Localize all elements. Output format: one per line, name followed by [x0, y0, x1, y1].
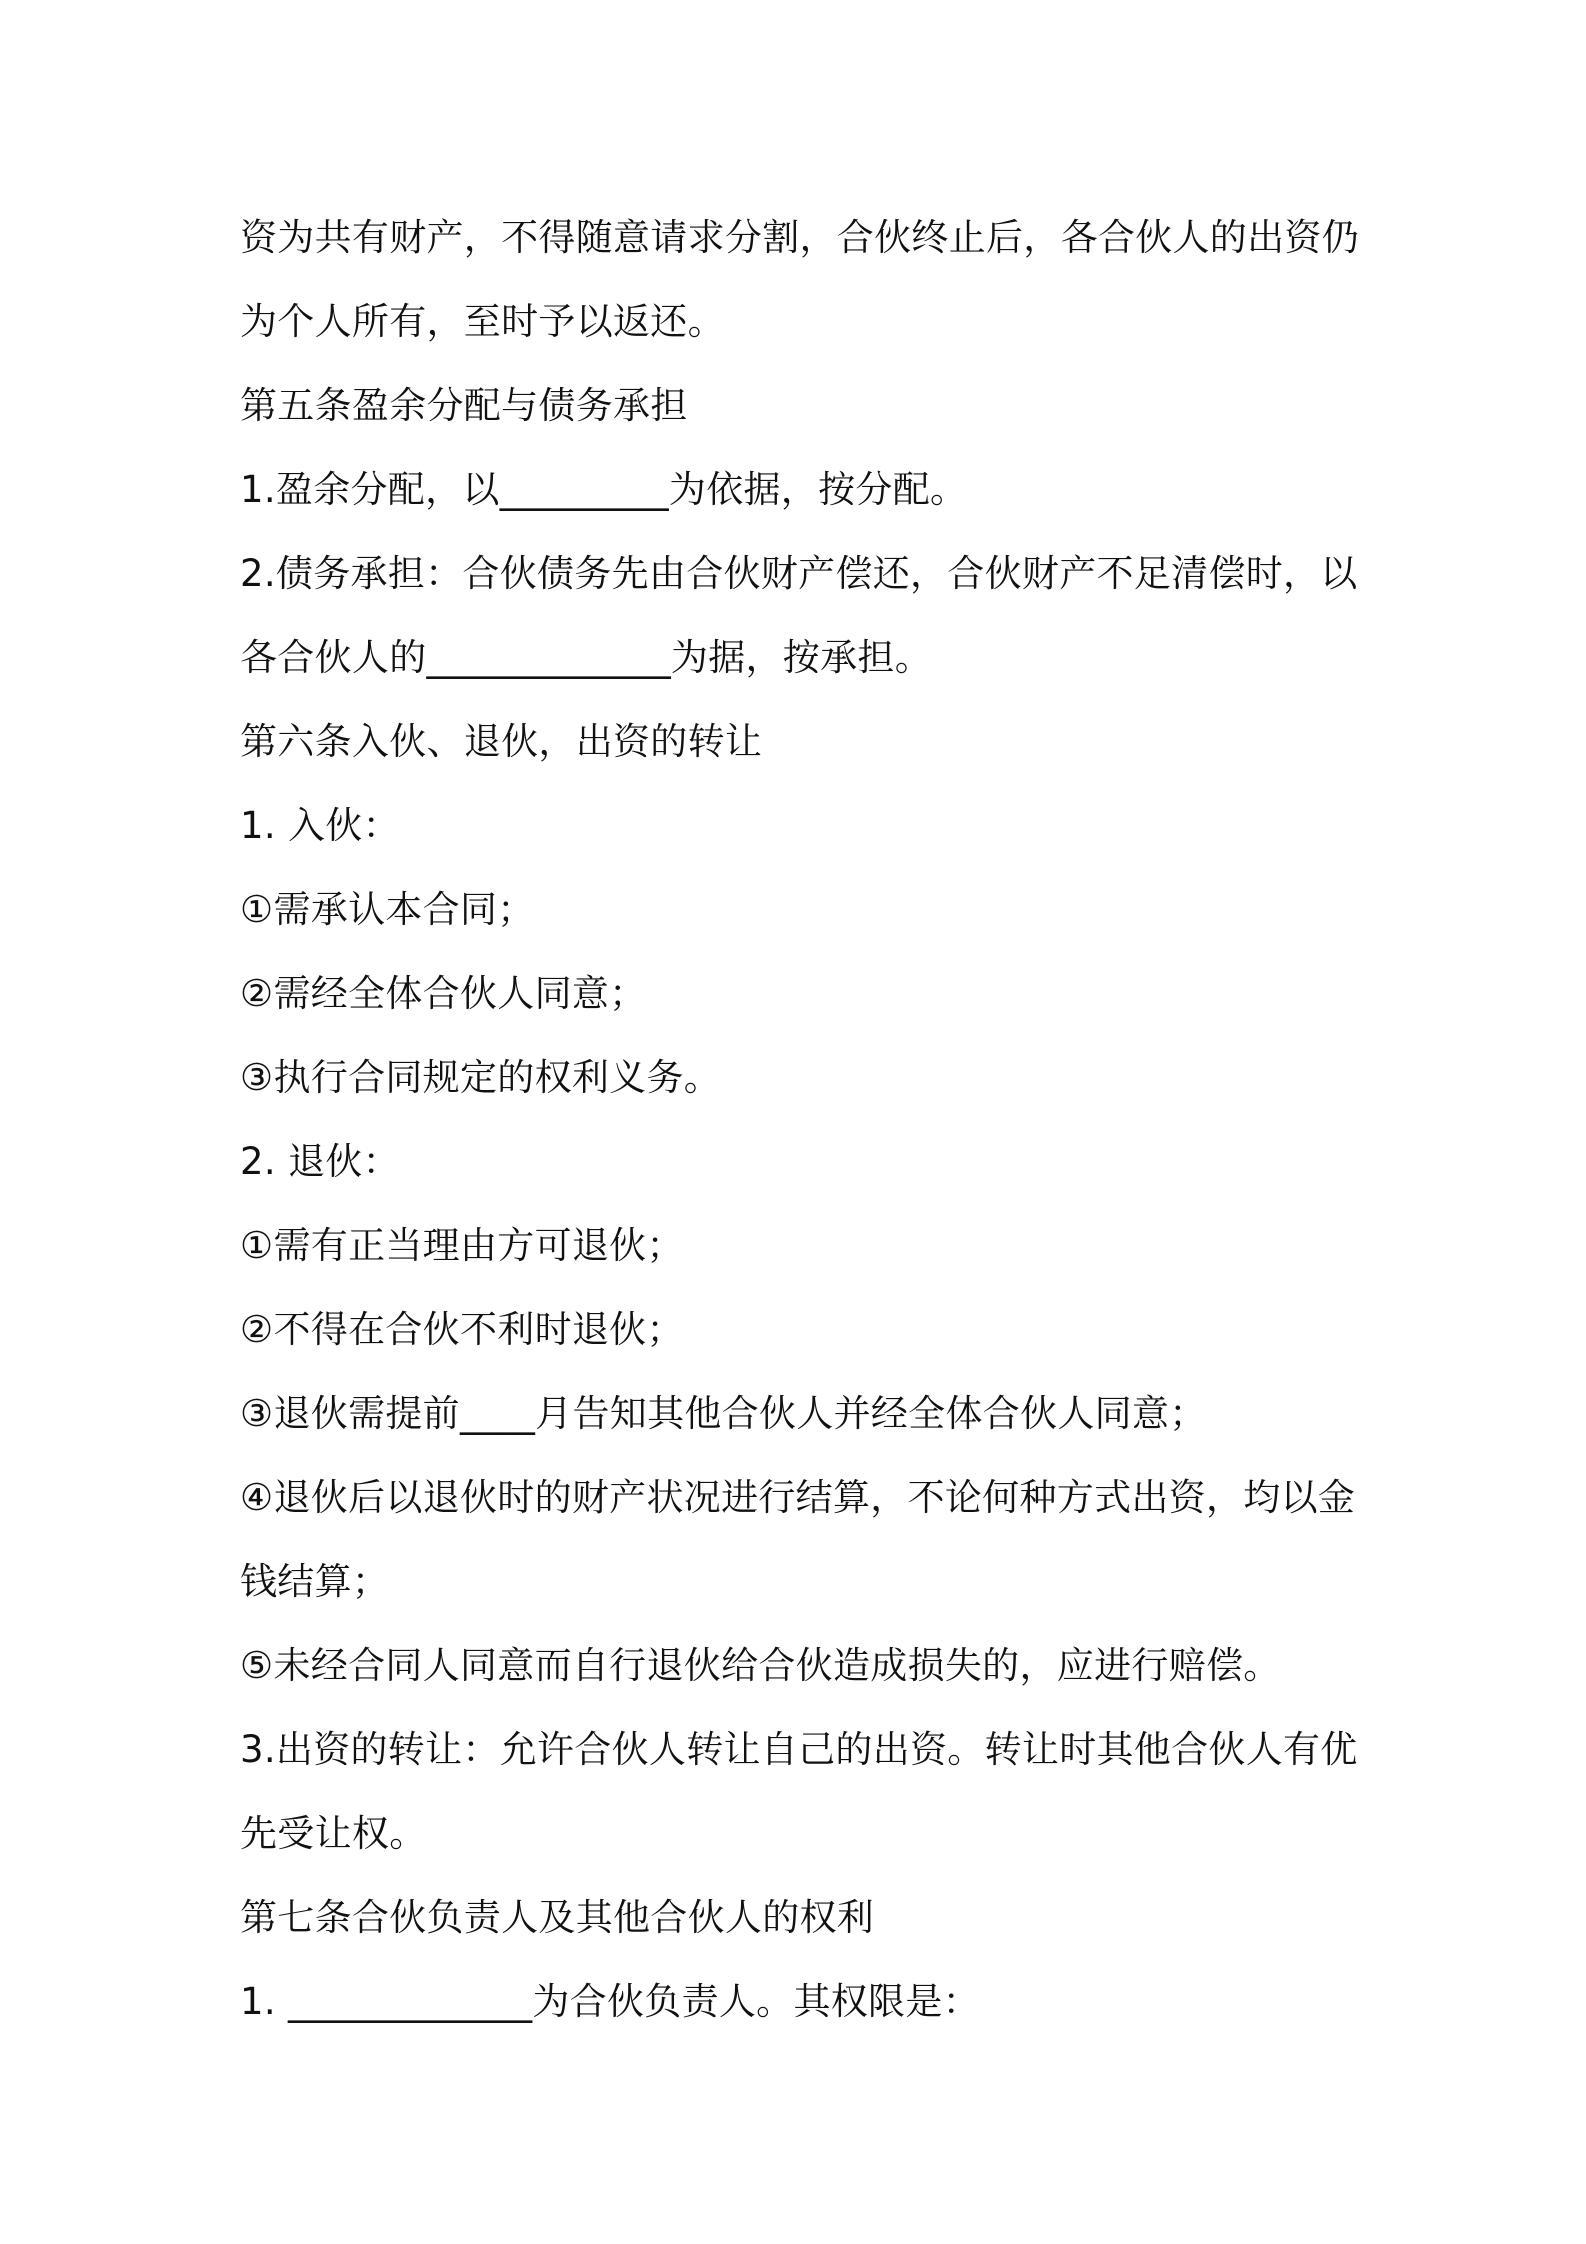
document-body [240, 196, 1360, 2044]
text-line: 1.盈余分配，以_________为依据，按分配。 [240, 468, 968, 511]
list-item: ②需经全体合伙人同意； [240, 972, 647, 1015]
text-line: 先受让权。 [240, 1812, 427, 1855]
text-line: 3.出资的转让：允许合伙人转让自己的出资。转让时其他合伙人有优 [240, 1728, 1358, 1771]
section-heading: 第五条盈余分配与债务承担 [240, 384, 688, 427]
list-item: ①需承认本合同； [240, 888, 535, 931]
list-item: ③执行合同规定的权利义务。 [240, 1056, 722, 1099]
list-item: ①需有正当理由方可退伙； [240, 1224, 684, 1267]
list-item: ④退伙后以退伙时的财产状况进行结算，不论何种方式出资，均以金 [240, 1476, 1356, 1519]
section-heading: 第七条合伙负责人及其他合伙人的权利 [240, 1896, 875, 1939]
text-line: 1. _____________为合伙负责人。其权限是： [240, 1980, 980, 2023]
list-item: ⑤未经合同人同意而自行退伙给合伙造成损失的，应进行赔偿。 [240, 1644, 1281, 1687]
section-heading: 第六条入伙、退伙，出资的转让 [240, 720, 763, 763]
text-line: 资为共有财产，不得随意请求分割，合伙终止后，各合伙人的出资仍 [240, 216, 1359, 259]
list-heading: 1. 入伙： [240, 804, 400, 847]
text-line: 各合伙人的_____________为据，按承担。 [240, 636, 932, 679]
list-heading: 2. 退伙： [240, 1140, 400, 1183]
text-line: 2.债务承担：合伙债务先由合伙财产偿还，合伙财产不足清偿时，以 [240, 552, 1358, 595]
list-item: ②不得在合伙不利时退伙； [240, 1308, 684, 1351]
list-item: ③退伙需提前____月告知其他合伙人并经全体合伙人同意； [240, 1392, 1207, 1435]
text-line: 钱结算； [240, 1560, 390, 1603]
text-line: 为个人所有，至时予以返还。 [240, 300, 725, 343]
